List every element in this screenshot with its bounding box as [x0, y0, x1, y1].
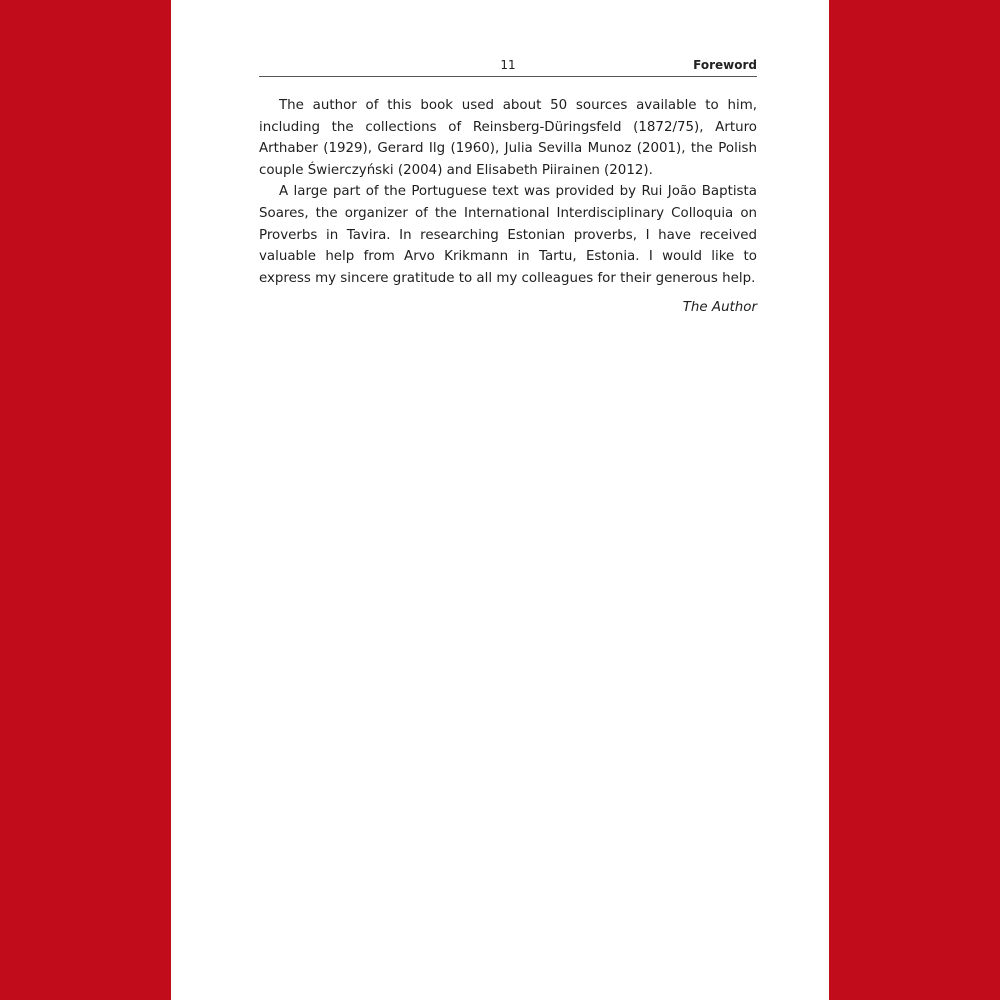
book-page: [171, 0, 829, 1000]
paragraph: A large part of the Portuguese text was provided by Rui João Baptista Soares, the organizer of the International Interdisciplinary Colloquia on Proverbs in Tavira. In researching Estonian proverbs, I have received valuable help from Arvo Krikmann in Tartu, Estonia. I would like to express my sincere gratitude to all my colleagues for their generous help.: [259, 184, 757, 286]
running-title: Foreword: [693, 58, 757, 72]
foreword-body: [259, 95, 757, 289]
page-number: 11: [500, 58, 516, 72]
page-header: [259, 56, 757, 77]
author-signature: The Author: [682, 300, 757, 315]
paragraph: The author of this book used about 50 sources available to him, including the collections of Reinsberg-Düringsfeld (1872/75), Arturo Arthaber (1929), Gerard Ilg (1960), Julia Sevilla Munoz (2001), the Polish couple Świerczyński (2004) and Elisabeth Piirainen (2012).: [259, 98, 757, 178]
